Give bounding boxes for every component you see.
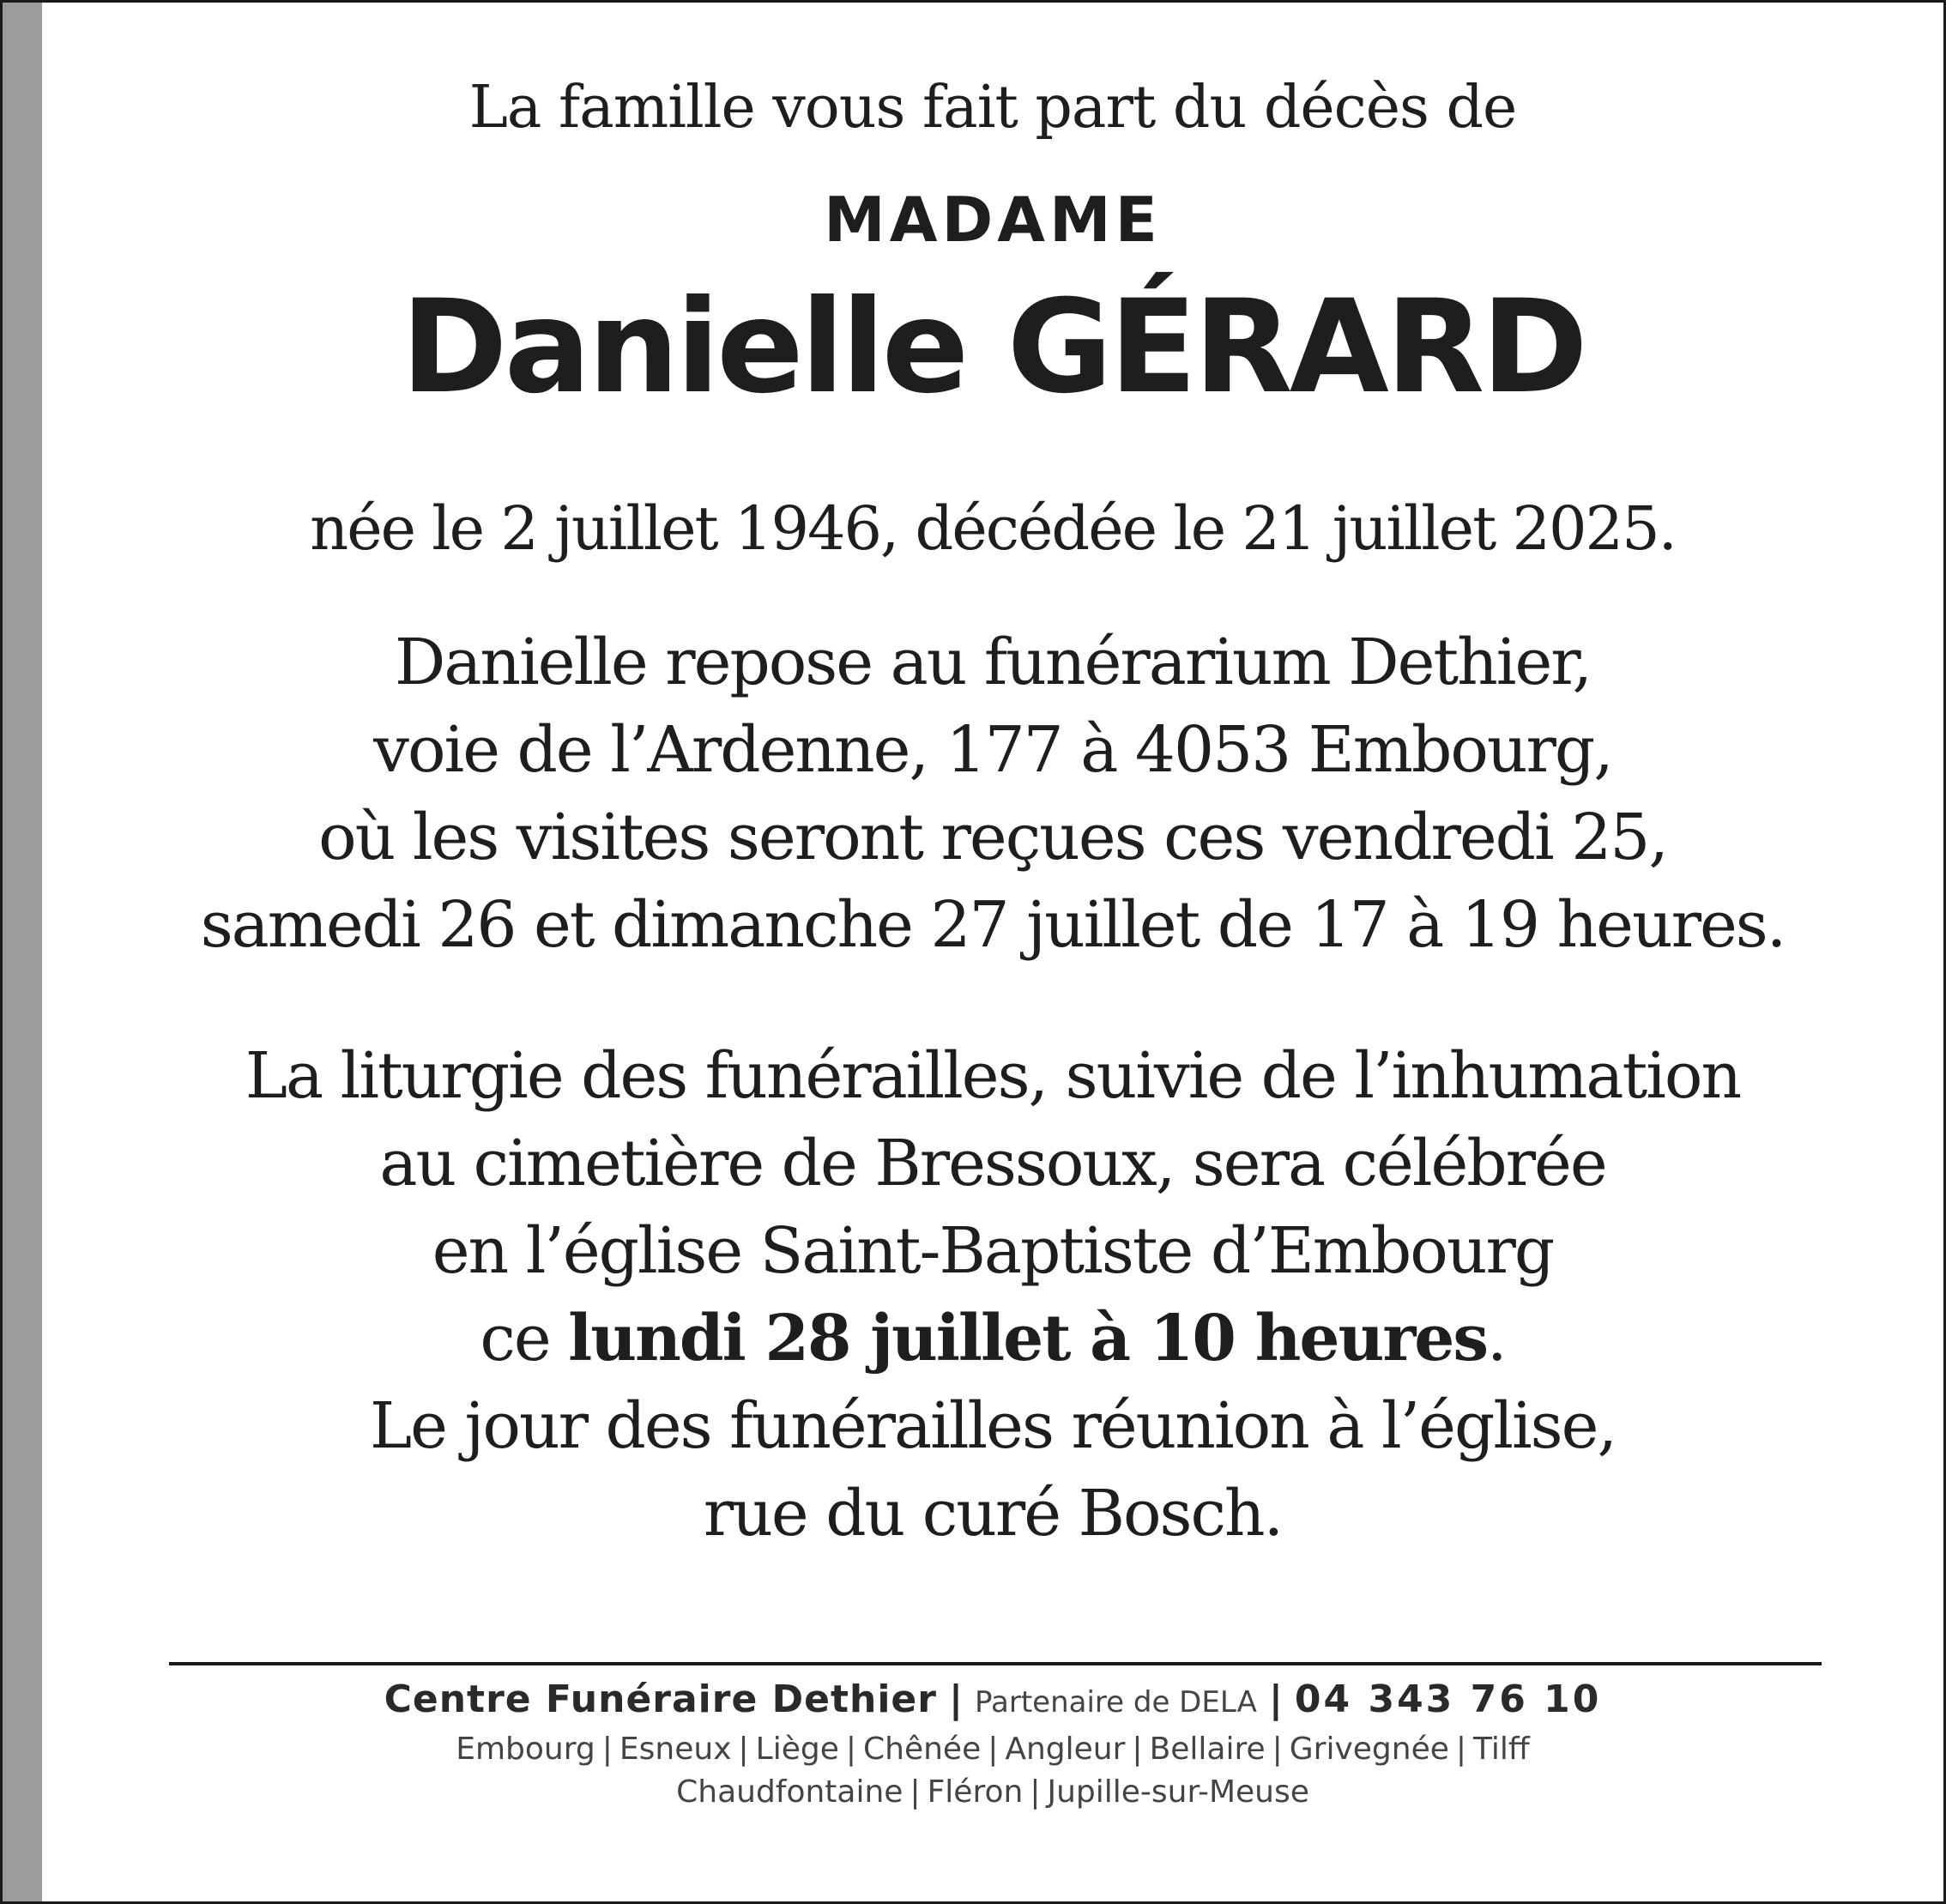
towns-line-1 <box>42 1728 1943 1771</box>
meeting-line: Le jour des funérailles réunion à l’église, <box>370 1389 1616 1463</box>
visitation-line: samedi 26 et dimanche 27 juillet de 17 à 19 heures. <box>200 888 1786 962</box>
company-name: Centre Funéraire Dethier <box>384 1677 937 1721</box>
visitation-paragraph <box>42 619 1943 969</box>
honorific: MADAME <box>824 184 1162 256</box>
separator: | <box>1268 1677 1283 1721</box>
ceremony-date-prefix: ce <box>480 1302 569 1375</box>
town: Embourg <box>456 1732 595 1767</box>
birth-death-dates: née le 2 juillet 1946, décédée le 21 juillet 2025. <box>310 493 1676 564</box>
town: Tilff <box>1473 1732 1530 1767</box>
ceremony-paragraph <box>42 1032 1943 1557</box>
separator: | <box>738 1732 749 1767</box>
ceremony-date-line <box>42 1295 1943 1382</box>
ceremony-line: au cimetière de Bressoux, sera célébrée <box>379 1127 1606 1200</box>
footer-main-line <box>42 1674 1943 1728</box>
separator: | <box>948 1677 964 1721</box>
meeting-line: rue du curé Bosch. <box>703 1477 1283 1550</box>
separator: | <box>1455 1732 1467 1767</box>
town: Bellaire <box>1149 1732 1266 1767</box>
town: Chênée <box>863 1732 982 1767</box>
separator: | <box>1132 1732 1143 1767</box>
funeral-home-footer <box>42 1674 1943 1814</box>
separator: | <box>1272 1732 1283 1767</box>
town: Fléron <box>927 1774 1024 1810</box>
visitation-line: où les visites seront reçues ces vendredi 25, <box>318 801 1667 874</box>
town: Esneux <box>619 1732 732 1767</box>
separator: | <box>988 1732 999 1767</box>
ceremony-date-suffix: . <box>1487 1302 1506 1375</box>
footer-divider <box>169 1662 1822 1665</box>
separator: | <box>910 1774 921 1810</box>
partner-text: Partenaire de DELA <box>975 1685 1257 1720</box>
town: Chaudfontaine <box>676 1774 904 1810</box>
separator: | <box>601 1732 613 1767</box>
side-bar <box>3 3 42 1901</box>
separator: | <box>845 1732 856 1767</box>
visitation-line: voie de l’Ardenne, 177 à 4053 Embourg, <box>373 713 1612 787</box>
town: Grivegnée <box>1289 1732 1449 1767</box>
towns-line-2 <box>42 1771 1943 1814</box>
deceased-name: Danielle GÉRARD <box>401 273 1585 422</box>
ceremony-line: en l’église Saint-Baptiste d’Embourg <box>432 1214 1554 1288</box>
notice-content <box>42 3 1943 1901</box>
town: Liège <box>755 1732 839 1767</box>
town: Jupille-sur-Meuse <box>1047 1774 1309 1810</box>
visitation-line: Danielle repose au funérarium Dethier, <box>394 626 1592 699</box>
intro-text: La famille vous fait part du décès de <box>468 74 1517 142</box>
separator: | <box>1030 1774 1041 1810</box>
ceremony-date: lundi 28 juillet à 10 heures <box>568 1302 1488 1375</box>
ceremony-line: La liturgie des funérailles, suivie de l’inhumation <box>245 1039 1741 1113</box>
town: Angleur <box>1005 1732 1126 1767</box>
phone-number: 04 343 76 10 <box>1294 1677 1602 1721</box>
